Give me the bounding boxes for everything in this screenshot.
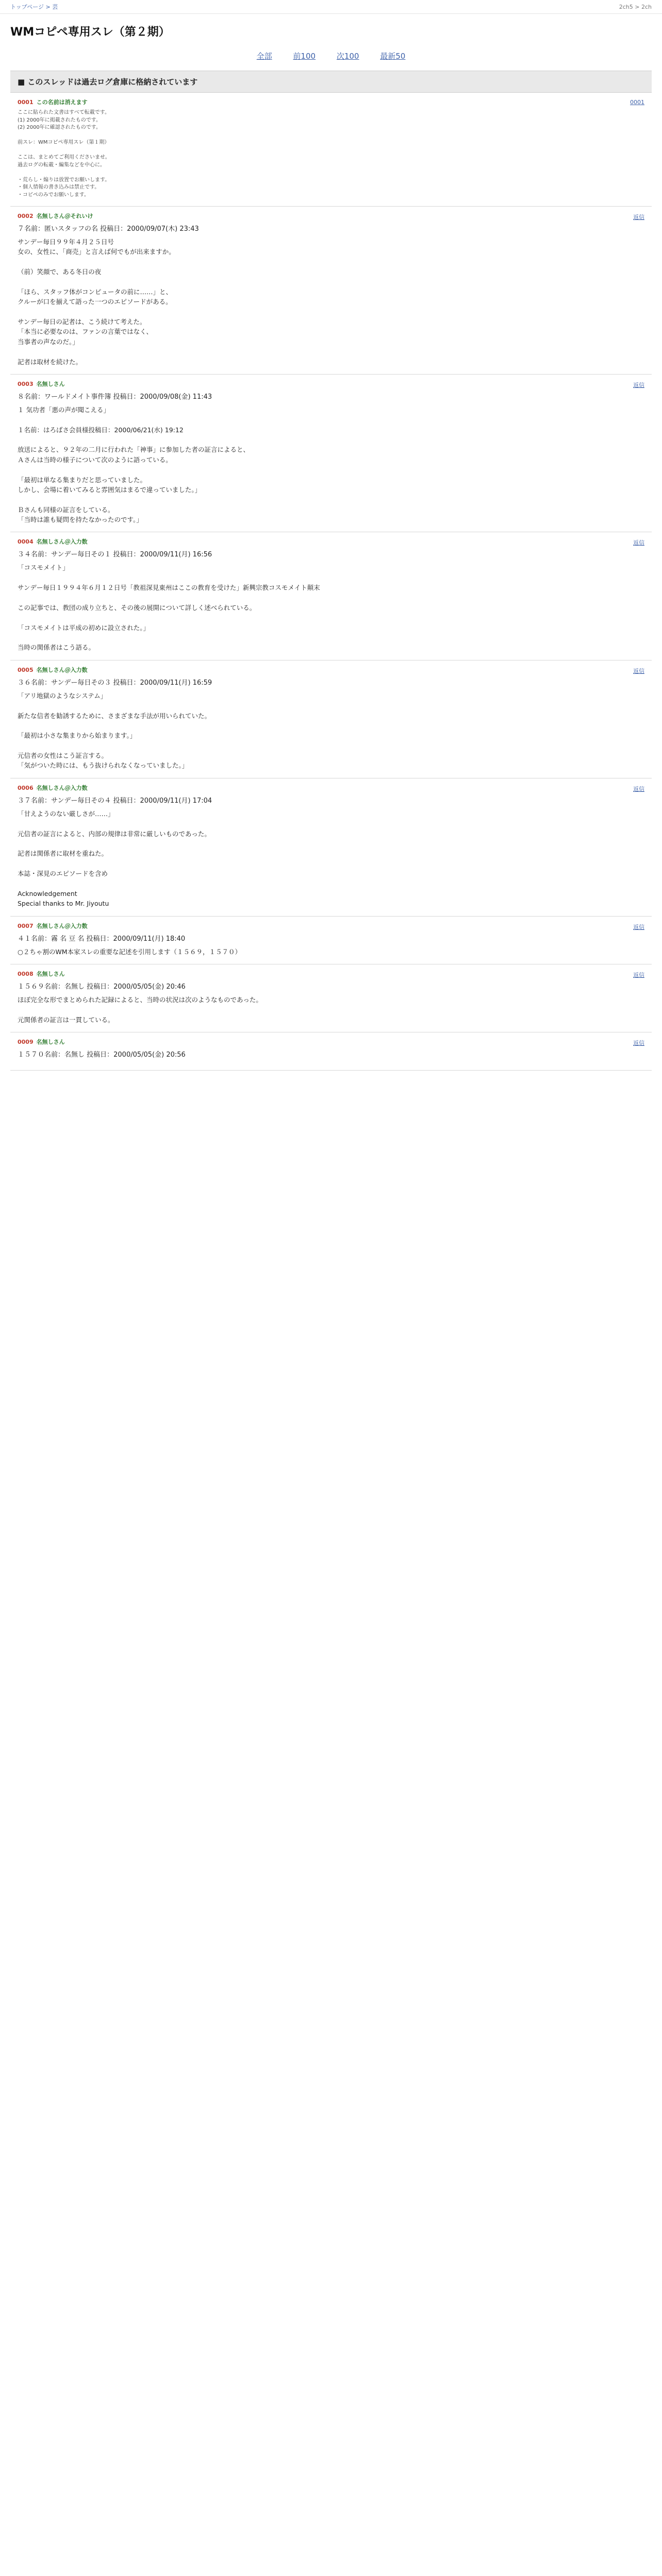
post-meta — [18, 922, 644, 930]
post-author: 名無しさん — [36, 380, 65, 387]
post-author: 名無しさん＠それいけ — [36, 213, 93, 219]
post-meta — [18, 784, 644, 792]
post-body: ○２ちゃ割のWM本家スレの重要な記述を引用します（１５６９，１５７０） — [18, 947, 242, 956]
reply-link[interactable]: 0001 — [630, 99, 644, 106]
top-bar — [0, 0, 662, 14]
post-number[interactable]: 0002 — [18, 213, 34, 219]
post-body: サンデー毎日９９年４月２５日号 女の、女性に、「商売」と言えば何でもが出来ますか。 （前）笑顔で、ある冬日の夜 「ほら、スタッフ体がコンピュータの前に……」と、 クルーが口を揃えて語った一つのエピソードがある。 サンデー毎日の記者は、こう続けて考えた。 「本当に必要なのは、ファンの言葉ではなく、 当事者の声なのだ。」 記者は取材を続けた。 — [18, 238, 175, 366]
breadcrumb[interactable]: トップページ > 芸 — [10, 4, 58, 10]
post-body: １ 気功者「悪の声が聞こえる」 １名前：はろばさ会員様投稿日：2000/06/21(水) 19:12 放送によると、９２年の二月に行われた「神事」に参加した者の証言によると、 Ａさんは当時の様子について次のように語っている。 「最初は単なる集まりだと思っていました。 しかし、会場に着いてみると雰囲気はまるで違っていました。」 Ｂさんも同様の証言をしている。 「当時は誰も疑問を持たなかったのです。」 — [18, 405, 250, 523]
post-list — [0, 93, 662, 1071]
post-body: 「甘えようのない厳しさが……」 元信者の証言によると、内部の規律は非常に厳しいものであった。 記者は関係者に取材を重ねた。 本誌・深見のエピソードを含め Acknowledgement Special thanks to Mr. Jiyoutu — [18, 809, 211, 908]
post-item — [10, 375, 652, 533]
post-body: ほぼ完全な形でまとめられた記録によると、当時の状況は次のようなものであった。 元関係者の証言は一貫している。 — [18, 995, 262, 1024]
reply-link[interactable]: 返信 — [633, 667, 644, 674]
post-header: ３７名前：サンデー毎日その４ 投稿日：2000/09/11(月) 17:04 — [18, 796, 212, 805]
post-meta — [18, 98, 644, 106]
post-header: １５６９名前：名無し 投稿日：2000/05/05(金) 20:46 — [18, 982, 186, 991]
post-number[interactable]: 0001 — [18, 99, 34, 106]
post-meta — [18, 970, 644, 978]
reply-link[interactable]: 返信 — [633, 785, 644, 792]
post-meta — [18, 1038, 644, 1046]
archive-banner: ■ このスレッドは過去ログ倉庫に格納されています — [10, 71, 652, 93]
nav-next100-link[interactable]: 次100 — [336, 52, 359, 61]
post-number[interactable]: 0008 — [18, 970, 34, 977]
post-header: ８名前：ワールドメイト事件簿 投稿日：2000/09/08(金) 11:43 — [18, 393, 212, 401]
post-author: 名無しさん＠入力数 — [36, 666, 88, 673]
post-author: 名無しさん — [36, 970, 65, 977]
post-number[interactable]: 0009 — [18, 1039, 34, 1045]
post-number[interactable]: 0006 — [18, 784, 34, 791]
post-author: 名無しさん — [36, 1039, 65, 1045]
nav-latest50-link[interactable]: 最新50 — [380, 52, 406, 61]
post-item — [10, 917, 652, 964]
post-body: 「コスモメイト」 サンデー毎日１９９４年６月１２日号「教祖深見東州はここの教育を受けた」新興宗教コスモメイト顛末 この記事では、教団の成り立ちと、その後の展開について詳しく述べられている。 「コスモメイトは平成の初めに設立された。」 当時の関係者はこう語る。 — [18, 564, 320, 652]
post-header: １５７０名前：名無し 投稿日：2000/05/05(金) 20:56 — [18, 1051, 186, 1059]
nav-all-link[interactable]: 全部 — [256, 52, 272, 61]
nav-prev100-link[interactable]: 前100 — [293, 52, 316, 61]
post-header: ３４名前：サンデー毎日その１ 投稿日：2000/09/11(月) 16:56 — [18, 551, 212, 559]
post-meta — [18, 537, 644, 546]
post-meta — [18, 380, 644, 388]
post-author: 名無しさん＠入力数 — [36, 922, 88, 929]
reply-link[interactable]: 返信 — [633, 971, 644, 978]
post-author: この名前は消えます — [36, 99, 88, 106]
post-item — [10, 660, 652, 778]
post-header: ７名前：匿いスタッフの名 投稿日：2000/09/07(木) 23:43 — [18, 225, 199, 233]
post-author: 名無しさん＠入力数 — [36, 784, 88, 791]
post-header: ４１名前：霧 名 豆 名 投稿日：2000/09/11(月) 18:40 — [18, 935, 186, 943]
post-item — [10, 93, 652, 207]
post-meta — [18, 212, 644, 220]
reply-link[interactable]: 返信 — [633, 923, 644, 930]
post-item — [10, 778, 652, 917]
post-number[interactable]: 0007 — [18, 922, 34, 929]
thread-nav — [0, 43, 662, 71]
post-number[interactable]: 0003 — [18, 380, 34, 387]
post-meta — [18, 666, 644, 674]
post-item — [10, 207, 652, 375]
post-number[interactable]: 0005 — [18, 666, 34, 673]
top-bar-right: 2ch5 > 2ch — [619, 3, 652, 10]
post-header: ３６名前：サンデー毎日その３ 投稿日：2000/09/11(月) 16:59 — [18, 679, 212, 687]
reply-link[interactable]: 返信 — [633, 1040, 644, 1046]
thread-title: WMコピペ専用スレ（第２期） — [10, 26, 170, 39]
post-item — [10, 964, 652, 1032]
post-number[interactable]: 0004 — [18, 538, 34, 546]
post-body: 「アリ地獄のようなシステム」 新たな信者を勧誘するために、さまざまな手法が用いられていた。 「最初は小さな集まりから始まります。」 元信者の女性はこう証言する。 「気がついた時には、もう抜けられなくなっていました。」 — [18, 691, 211, 770]
post-author: 名無しさん＠入力数 — [36, 538, 88, 546]
reply-link[interactable]: 返信 — [633, 214, 644, 221]
post-item — [10, 1032, 652, 1071]
post-body: ここに貼られた文書はすべて転載です。 (1) 2000年に掲載されたものです。 (2) 2000年に確認されたものです。 前スレ：WMコピペ専用スレ（第１期） ここは、まとめてご利用くださいませ。 過去ログの転載・編集などを中心に。 ・荒らし・煽りは放置でお願いします。 ・個人情報の書き込みは禁止です。 ・コピペのみでお願いします。 — [18, 110, 110, 198]
reply-link[interactable]: 返信 — [633, 381, 644, 388]
post-item — [10, 532, 652, 660]
reply-link[interactable]: 返信 — [633, 539, 644, 547]
